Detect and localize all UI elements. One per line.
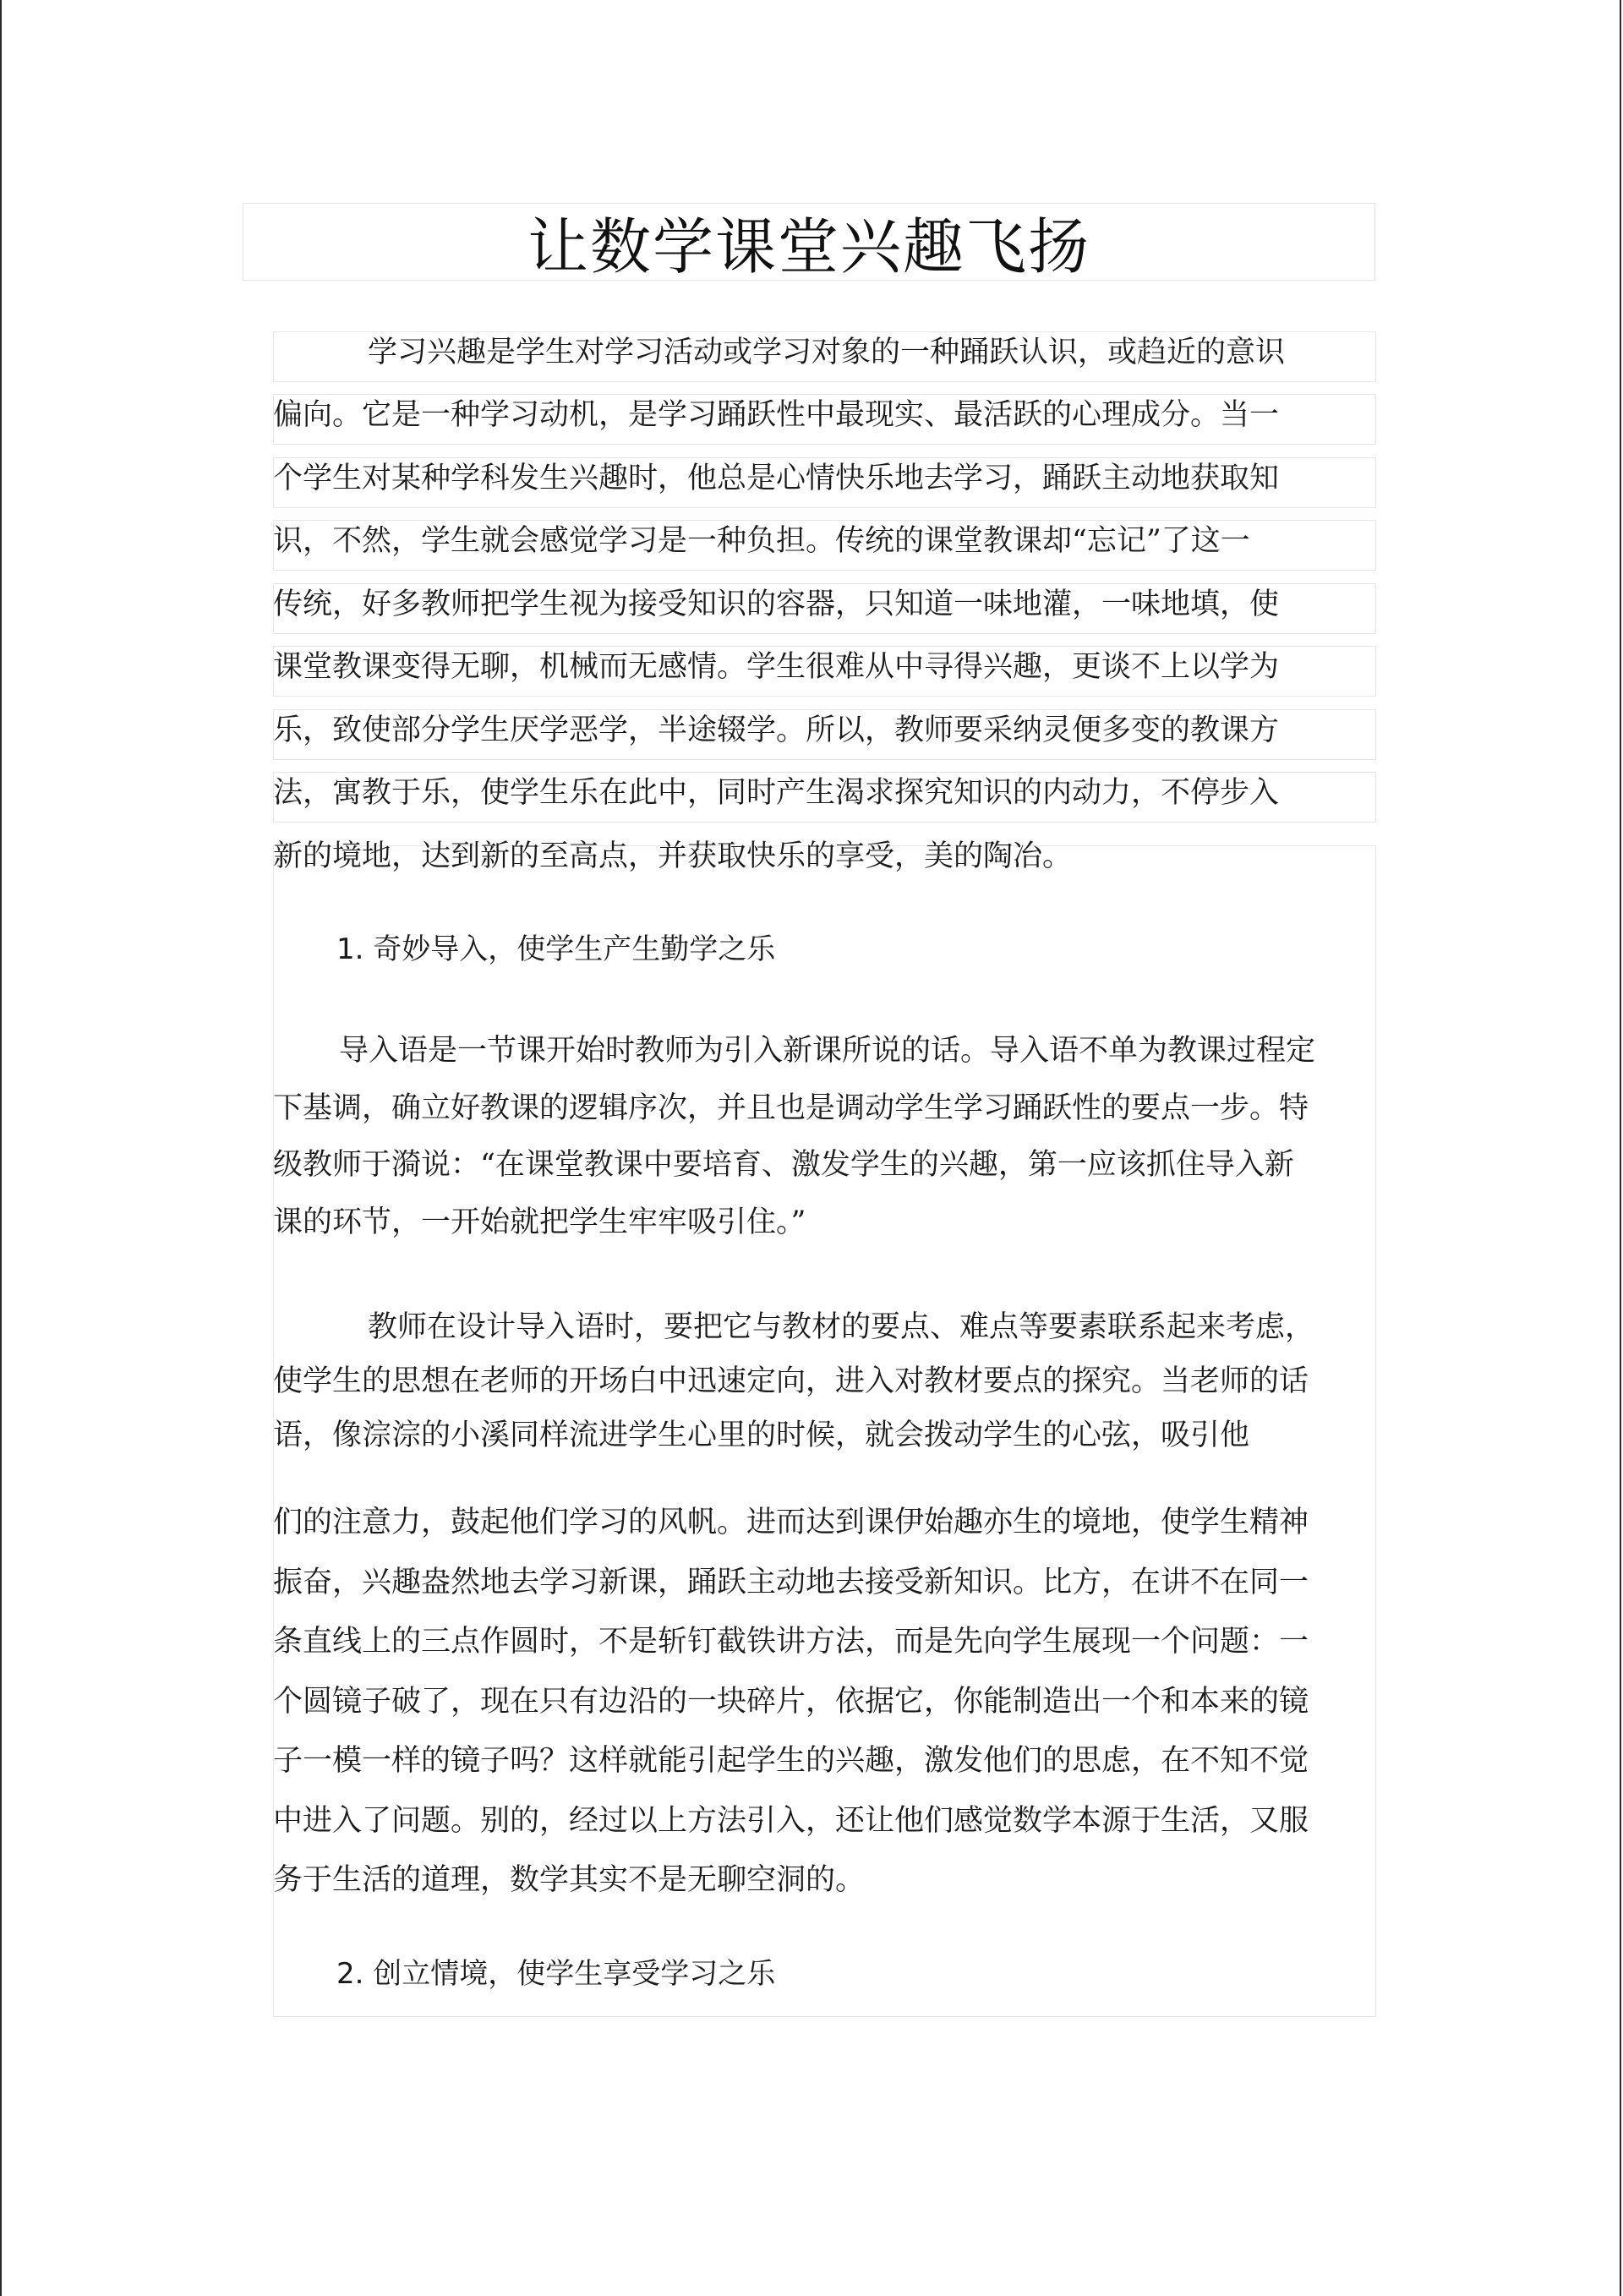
paragraph-line: 教师在设计导入语时，要把它与教材的要点、难点等要素联系起来考虑， — [368, 1310, 1315, 1344]
paragraph-line: 下基调，确立好教课的逻辑序次，并且也是调动学生学习踊跃性的要点一步。特 — [273, 1091, 1309, 1125]
document-title: 让数学课堂兴趣飞扬 — [527, 211, 1090, 282]
page-border-left — [0, 0, 2, 2296]
paragraph-line: 传统，好多教师把学生视为接受知识的容器，只知道一味地灌，一味地填，使 — [273, 588, 1280, 621]
paragraph-line: 导入语是一节课开始时教师为引入新课所说的话。导入语不单为教课过程定 — [339, 1034, 1316, 1068]
paragraph-line: 级教师于漪说：“在课堂教课中要培育、激发学生的兴趣，第一应该抓住导入新 — [273, 1148, 1294, 1182]
paragraph-line: 课的环节，一开始就把学生牢牢吸引住。” — [273, 1205, 806, 1239]
paragraph-line: 语，像淙淙的小溪同样流进学生心里的时候，就会拨动学生的心弦，吸引他 — [273, 1419, 1250, 1452]
paragraph-line: 务于生活的道理，数学其实不是无聊空洞的。 — [273, 1863, 866, 1897]
section-heading: 1. 奇妙导入，使学生产生勤学之乐 — [336, 932, 776, 966]
paragraph-line: 使学生的思想在老师的开场白中迅速定向，进入对教材要点的探究。当老师的话 — [273, 1364, 1309, 1398]
paragraph-line: 条直线上的三点作圆时，不是斩钉截铁讲方法，而是先向学生展现一个问题：一 — [273, 1625, 1309, 1659]
paragraph-line: 乐，致使部分学生厌学恶学，半途辍学。所以，教师要采纳灵便多变的教课方 — [273, 713, 1280, 747]
paragraph-line: 新的境地，达到新的至高点，并获取快乐的享受，美的陶冶。 — [273, 839, 1073, 873]
paragraph-line: 中进入了问题。别的，经过以上方法引入，还让他们感觉数学本源于生活，又服 — [273, 1804, 1309, 1838]
paragraph-line: 法，寓教于乐，使学生乐在此中，同时产生渴求探究知识的内动力，不停步入 — [273, 776, 1280, 810]
paragraph-line: 个学生对某种学科发生兴趣时，他总是心情快乐地去学习，踊跃主动地获取知 — [273, 462, 1280, 495]
page-border-right — [1620, 0, 1621, 2296]
title-box — [243, 203, 1375, 281]
paragraph-line: 子一模一样的镜子吗？这样就能引起学生的兴趣，激发他们的思虑，在不知不觉 — [273, 1744, 1309, 1778]
paragraph-line: 偏向。它是一种学习动机，是学习踊跃性中最现实、最活跃的心理成分。当一 — [273, 398, 1280, 432]
paragraph-line: 学习兴趣是学生对学习活动或学习对象的一种踊跃认识，或趋近的意识 — [368, 336, 1286, 369]
paragraph-line: 们的注意力，鼓起他们学习的风帆。进而达到课伊始趣亦生的境地，使学生精神 — [273, 1506, 1309, 1539]
paragraph-line: 识，不然，学生就会感觉学习是一种负担。传统的课堂教课却“忘记”了这一 — [273, 524, 1250, 558]
paragraph-line: 振奋，兴趣盎然地去学习新课，踊跃主动地去接受新知识。比方，在讲不在同一 — [273, 1566, 1309, 1599]
paragraph-line: 课堂教课变得无聊，机械而无感情。学生很难从中寻得兴趣，更谈不上以学为 — [273, 650, 1280, 684]
paragraph-line: 个圆镜子破了，现在只有边沿的一块碎片，依据它，你能制造出一个和本来的镜 — [273, 1685, 1309, 1719]
section-heading: 2. 创立情境，使学生享受学习之乐 — [336, 1957, 776, 1991]
